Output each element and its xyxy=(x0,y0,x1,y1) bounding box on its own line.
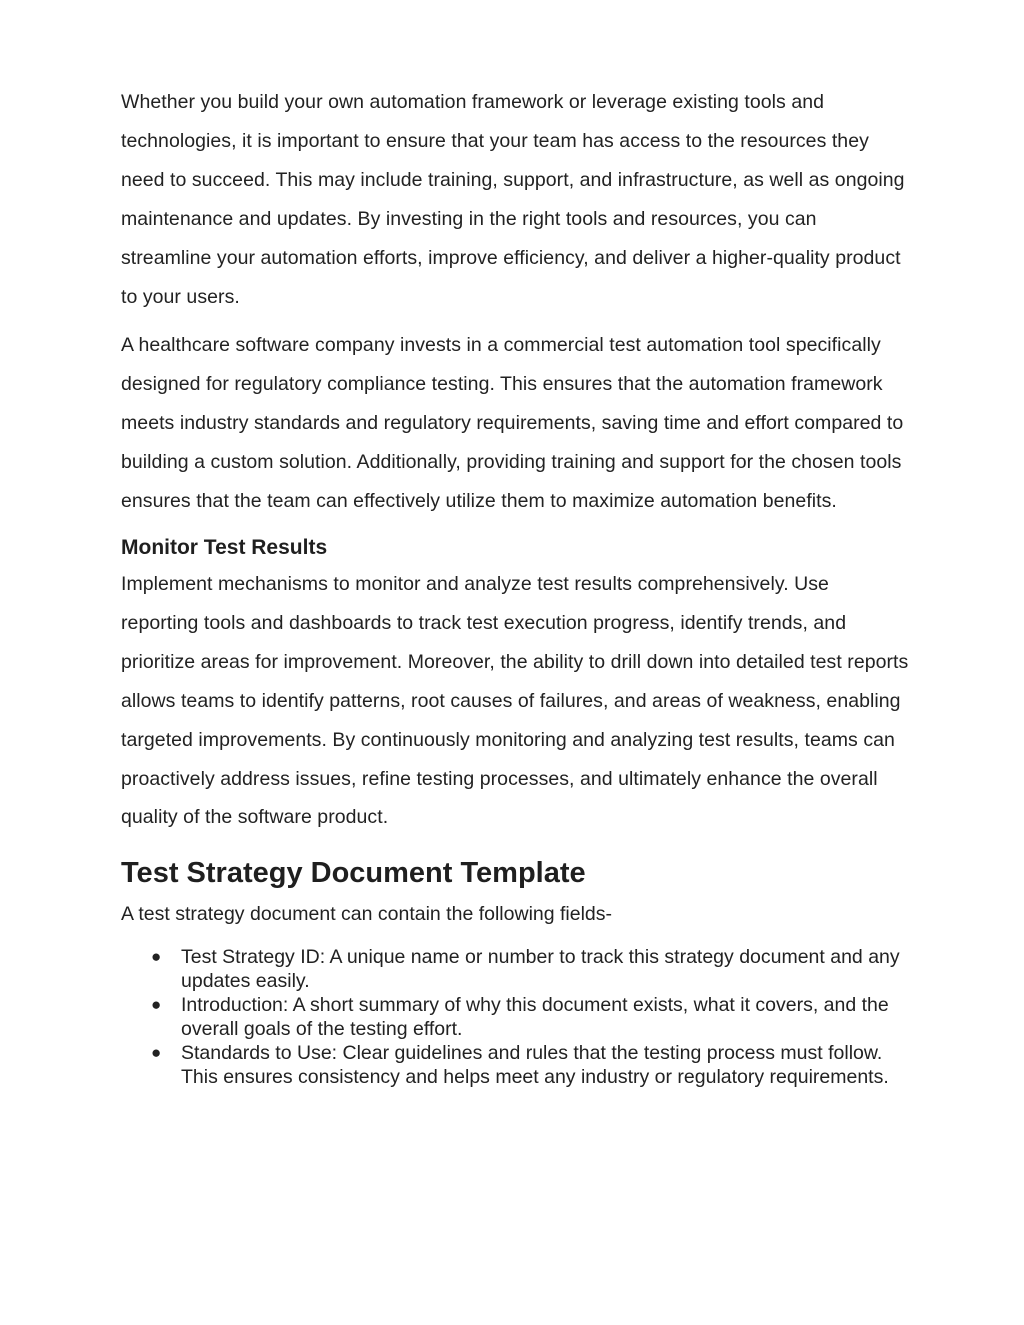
list-item-text: Standards to Use: Clear guidelines and rules that the testing process must follow. This ensures consistency and helps meet any industry or regulatory requirements. xyxy=(181,1042,889,1089)
section-heading-monitor: Monitor Test Results xyxy=(121,535,328,559)
template-fields-list xyxy=(121,945,911,1089)
bullet-icon: ● xyxy=(151,1043,162,1063)
paragraph-template-intro: A test strategy document can contain the following fields- xyxy=(121,903,613,926)
list-item-text: Introduction: A short summary of why this document exists, what it covers, and the overall goals of the testing effort. xyxy=(181,994,889,1041)
list-item xyxy=(121,1041,911,1089)
paragraph-healthcare-example: A healthcare software company invests in a commercial test automation tool specifically designed for regulatory compliance testing. This ensures that the automation framework meets industry standards and regulatory requirements, saving time and effort compared to building a custom solution. Additionally, providing training and support for the chosen tools ensures that the team can effectively utilize them to maximize automation benefits. xyxy=(121,334,904,513)
section-heading-template: Test Strategy Document Template xyxy=(121,857,586,890)
list-item xyxy=(121,945,911,993)
document-page xyxy=(121,83,911,1089)
paragraph-monitor-results: Implement mechanisms to monitor and analyze test results comprehensively. Use reporting tools and dashboards to track test execution progress, identify trends, and prioritize areas for improvement. Moreover, the ability to drill down into detailed test reports allows teams to identify patterns, root causes of failures, and areas of weakness, enabling targeted improvements. By continuously monitoring and analyzing test results, teams can proactively address issues, refine testing processes, and ultimately enhance the overall quality of the software product. xyxy=(121,572,909,829)
bullet-icon: ● xyxy=(151,947,162,967)
bullet-icon: ● xyxy=(151,995,162,1015)
paragraph-automation-resources: Whether you build your own automation framework or leverage existing tools and technologies, it is important to ensure that your team has access to the resources they need to succeed. This may include training, support, and infrastructure, as well as ongoing maintenance and updates. By investing in the right tools and resources, you can streamline your automation efforts, improve efficiency, and deliver a higher-quality product to your users. xyxy=(121,91,905,308)
list-item xyxy=(121,993,911,1041)
list-item-text: Test Strategy ID: A unique name or number to track this strategy document and any updates easily. xyxy=(181,946,900,993)
